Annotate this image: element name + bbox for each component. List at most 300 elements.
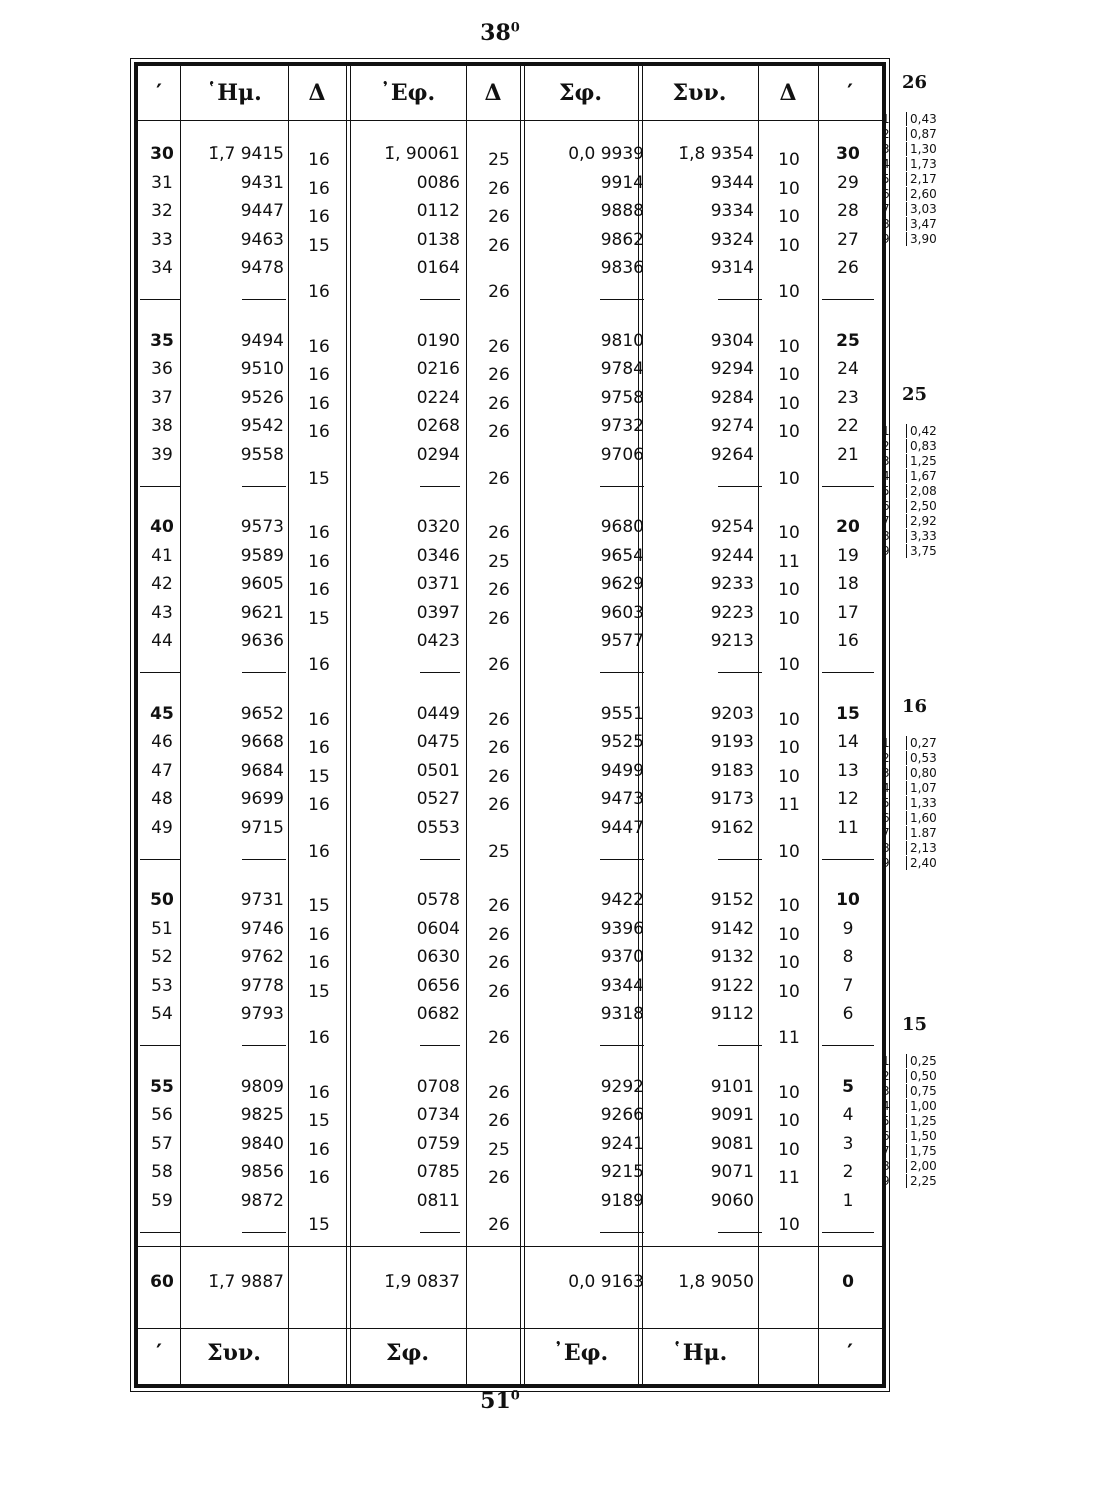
right-minute-cell: 2 <box>842 1162 854 1183</box>
sine-cell: 9746 <box>240 918 284 939</box>
sine-delta: 16 <box>308 282 330 303</box>
proportional-parts-row <box>878 424 958 438</box>
cotangent-cell: 9499 <box>600 760 644 781</box>
right-minute-cell: 22 <box>837 416 859 437</box>
proportional-parts-value: 3,47 <box>906 217 937 231</box>
sine-delta: 16 <box>308 365 330 386</box>
footer-tangent: ᾿Εφ. <box>552 1340 609 1366</box>
cosine-cell: 9264 <box>710 444 754 465</box>
cosine-delta: 10 <box>778 207 800 228</box>
group-separator <box>822 299 874 300</box>
cosine-delta: 10 <box>778 422 800 443</box>
sine-delta: 16 <box>308 709 330 730</box>
cosine-cell: 9193 <box>710 732 754 753</box>
proportional-parts-row <box>878 127 958 141</box>
tangent-delta: 25 <box>488 1139 510 1160</box>
minute-cell: 48 <box>151 789 173 810</box>
cosine-delta: 10 <box>778 1139 800 1160</box>
cotangent-cell: 9654 <box>600 545 644 566</box>
final-row <box>138 1272 882 1300</box>
minute-cell: 56 <box>151 1105 173 1126</box>
cosine-cell: 9122 <box>710 975 754 996</box>
tangent-delta: 26 <box>488 709 510 730</box>
sine-cell: 9825 <box>240 1105 284 1126</box>
group-separator <box>718 1232 762 1233</box>
minute-cell: 60 <box>150 1272 174 1292</box>
right-minute-cell: 12 <box>837 789 859 810</box>
tangent-cell: 0734 <box>416 1105 460 1126</box>
group-separator <box>822 672 874 673</box>
right-minute-cell: 15 <box>836 703 860 724</box>
cosine-cell: 9334 <box>710 201 754 222</box>
trig-table <box>134 62 886 1388</box>
group-separator <box>140 299 180 300</box>
right-minute-cell: 29 <box>837 172 859 193</box>
proportional-parts-index: 5 <box>882 796 890 810</box>
minute-cell: 31 <box>151 172 173 193</box>
proportional-parts-title: 26 <box>902 72 928 93</box>
proportional-parts-row <box>878 1084 958 1098</box>
cosine-delta: 10 <box>778 178 800 199</box>
proportional-parts-index: 3 <box>882 142 890 156</box>
sine-cell: 9872 <box>240 1190 284 1211</box>
group-separator <box>242 859 286 860</box>
sine-delta: 16 <box>308 953 330 974</box>
cosine-cell: 9324 <box>710 229 754 250</box>
tangent-cell: 0475 <box>416 732 460 753</box>
tangent-delta: 25 <box>488 150 510 170</box>
tangent-delta: 26 <box>488 393 510 414</box>
sine-cell: 9542 <box>240 416 284 437</box>
footer-cotangent: Σφ. <box>385 1340 430 1366</box>
group-separator <box>242 1232 286 1233</box>
group-separator <box>822 1045 874 1046</box>
tangent-delta: 26 <box>488 924 510 945</box>
proportional-parts-value: 0,42 <box>906 424 937 438</box>
cosine-cell: 9223 <box>710 602 754 623</box>
cotangent-cell: 9292 <box>600 1076 644 1097</box>
cotangent-cell: 9836 <box>600 258 644 279</box>
group-separator <box>822 486 874 487</box>
footer-sine: ῾Ημ. <box>671 1340 728 1366</box>
cotangent-cell: 9914 <box>600 172 644 193</box>
proportional-parts-index: 2 <box>882 1069 890 1083</box>
right-minute-cell: 21 <box>837 444 859 465</box>
proportional-parts-row <box>878 1069 958 1083</box>
footer-cosine: Συν. <box>207 1340 261 1366</box>
sine-cell: 9463 <box>240 229 284 250</box>
group-separator <box>600 486 644 487</box>
proportional-parts-row <box>878 736 958 750</box>
proportional-parts-index: 9 <box>882 544 890 558</box>
minute-cell: 33 <box>151 229 173 250</box>
proportional-parts-index: 1 <box>882 424 890 438</box>
sine-cell: 9621 <box>240 602 284 623</box>
sine-cell: 9447 <box>240 201 284 222</box>
sine-cell: 9573 <box>240 517 284 537</box>
tangent-cell: 0527 <box>416 789 460 810</box>
tangent-cell: 0138 <box>416 229 460 250</box>
sine-delta: 15 <box>308 468 330 489</box>
tangent-delta: 26 <box>488 655 510 676</box>
right-minute-cell: 6 <box>842 1004 854 1025</box>
sine-cell: 1̄,7 9415 <box>208 144 284 164</box>
sine-cell: 9526 <box>240 387 284 408</box>
cosine-delta: 10 <box>778 766 800 787</box>
sine-delta: 15 <box>308 896 330 916</box>
tangent-delta: 26 <box>488 981 510 1002</box>
header-delta-1: Δ <box>308 80 326 106</box>
tangent-delta: 26 <box>488 422 510 443</box>
proportional-parts-value: 1,00 <box>906 1099 937 1113</box>
proportional-parts-title: 25 <box>902 384 928 405</box>
proportional-parts-index: 1 <box>882 1054 890 1068</box>
tangent-cell: 1̄, 90061 <box>384 144 460 164</box>
minute-cell: 34 <box>151 258 173 279</box>
sine-delta: 15 <box>308 766 330 787</box>
sine-cell: 9856 <box>240 1162 284 1183</box>
group-separator <box>242 672 286 673</box>
tangent-cell: 0785 <box>416 1162 460 1183</box>
minute-cell: 59 <box>151 1190 173 1211</box>
group-separator <box>420 1232 460 1233</box>
sine-cell: 9668 <box>240 732 284 753</box>
tangent-cell: 0423 <box>416 631 460 652</box>
sine-delta: 16 <box>308 1139 330 1160</box>
proportional-parts-index: 2 <box>882 439 890 453</box>
right-minute-cell: 23 <box>837 387 859 408</box>
right-minute-cell: 18 <box>837 574 859 595</box>
tangent-cell: 0604 <box>416 918 460 939</box>
sine-cell: 9478 <box>240 258 284 279</box>
cosine-cell: 9344 <box>710 172 754 193</box>
tangent-delta: 26 <box>488 953 510 974</box>
cosine-cell: 9213 <box>710 631 754 652</box>
group-separator <box>718 672 762 673</box>
tangent-delta: 26 <box>488 178 510 199</box>
cotangent-cell: 9603 <box>600 602 644 623</box>
tangent-cell: 0397 <box>416 602 460 623</box>
footer-minutes: ′ <box>156 1340 162 1366</box>
proportional-parts-index: 5 <box>882 1114 890 1128</box>
proportional-parts-value: 0,50 <box>906 1069 937 1083</box>
sine-delta: 16 <box>308 738 330 759</box>
cotangent-cell: 9422 <box>600 890 644 910</box>
right-minute-cell: 9 <box>842 918 854 939</box>
cosine-cell: 9314 <box>710 258 754 279</box>
cosine-delta: 10 <box>778 841 800 862</box>
tangent-delta: 26 <box>488 766 510 787</box>
cosine-delta: 10 <box>778 1111 800 1132</box>
header-delta-2: Δ <box>484 80 502 106</box>
proportional-parts-value: 2,50 <box>906 499 937 513</box>
cosine-cell: 9233 <box>710 574 754 595</box>
minute-cell: 40 <box>150 517 174 537</box>
proportional-parts-value: 0,27 <box>906 736 937 750</box>
cotangent-cell: 9732 <box>600 416 644 437</box>
sine-cell: 9652 <box>240 703 284 724</box>
tangent-delta: 26 <box>488 468 510 489</box>
right-minute-cell: 5 <box>842 1076 854 1097</box>
minute-cell: 32 <box>151 201 173 222</box>
right-minute-cell: 3 <box>842 1133 854 1154</box>
tangent-delta: 26 <box>488 336 510 357</box>
sine-cell: 9636 <box>240 631 284 652</box>
group-separator <box>420 486 460 487</box>
tangent-cell: 0449 <box>416 703 460 724</box>
cotangent-cell: 9810 <box>600 330 644 351</box>
cosine-delta: 11 <box>778 795 800 816</box>
sine-delta: 15 <box>308 608 330 629</box>
sine-cell: 9809 <box>240 1076 284 1097</box>
group-separator <box>140 1232 180 1233</box>
minute-cell: 30 <box>150 144 174 164</box>
cosine-delta: 10 <box>778 981 800 1002</box>
sine-delta: 16 <box>308 523 330 543</box>
proportional-parts-index: 1 <box>882 736 890 750</box>
cosine-cell: 1,8 9050 <box>678 1272 754 1292</box>
tangent-cell: 0164 <box>416 258 460 279</box>
proportional-parts-index: 6 <box>882 1129 890 1143</box>
right-minute-cell: 25 <box>836 330 860 351</box>
proportional-parts-row <box>878 841 958 855</box>
right-minute-cell: 28 <box>837 201 859 222</box>
footer-rule <box>138 1328 882 1329</box>
proportional-parts-row <box>878 469 958 483</box>
proportional-parts-value: 0,80 <box>906 766 937 780</box>
tangent-cell: 0320 <box>416 517 460 537</box>
tangent-delta: 26 <box>488 795 510 816</box>
sine-delta: 16 <box>308 1168 330 1189</box>
sine-delta: 15 <box>308 981 330 1002</box>
bottom-degree-label: $51^0$ <box>480 1388 520 1414</box>
minute-cell: 35 <box>150 330 174 351</box>
header-sine: ῾Ημ. <box>206 80 262 106</box>
right-minute-cell: 7 <box>842 975 854 996</box>
cosine-delta: 10 <box>778 282 800 303</box>
proportional-parts-value: 2,17 <box>906 172 937 186</box>
proportional-parts-value: 0,25 <box>906 1054 937 1068</box>
proportional-parts-value: 1.87 <box>906 826 937 840</box>
cosine-cell: 9142 <box>710 918 754 939</box>
group-separator <box>140 672 180 673</box>
cosine-delta: 10 <box>778 738 800 759</box>
cosine-cell: 9183 <box>710 760 754 781</box>
cotangent-cell: 0,0 9163 <box>568 1272 644 1292</box>
tangent-cell: 0708 <box>416 1076 460 1097</box>
sine-cell: 9558 <box>240 444 284 465</box>
cosine-cell: 9173 <box>710 789 754 810</box>
cosine-delta: 10 <box>778 953 800 974</box>
proportional-parts-value: 2,08 <box>906 484 937 498</box>
proportional-parts-value: 3,03 <box>906 202 937 216</box>
tangent-delta: 26 <box>488 1111 510 1132</box>
tangent-cell: 0216 <box>416 359 460 380</box>
cotangent-cell: 9344 <box>600 975 644 996</box>
cotangent-cell: 9888 <box>600 201 644 222</box>
proportional-parts-title: 16 <box>902 696 928 717</box>
sine-cell: 9731 <box>240 890 284 910</box>
proportional-parts-value: 0,87 <box>906 127 937 141</box>
tangent-cell: 0682 <box>416 1004 460 1025</box>
right-minute-cell: 26 <box>837 258 859 279</box>
proportional-parts-row <box>878 1129 958 1143</box>
right-minute-cell: 4 <box>842 1105 854 1126</box>
proportional-parts-index: 6 <box>882 811 890 825</box>
sine-delta: 16 <box>308 1082 330 1103</box>
cotangent-cell: 9266 <box>600 1105 644 1126</box>
cosine-delta: 10 <box>778 336 800 357</box>
cotangent-cell: 9706 <box>600 444 644 465</box>
proportional-parts-value: 1,73 <box>906 157 937 171</box>
tangent-delta: 26 <box>488 1214 510 1235</box>
cosine-cell: 9081 <box>710 1133 754 1154</box>
tangent-cell: 0811 <box>416 1190 460 1211</box>
minute-cell: 57 <box>151 1133 173 1154</box>
tangent-delta: 26 <box>488 282 510 303</box>
proportional-parts-row <box>878 529 958 543</box>
tangent-delta: 26 <box>488 580 510 601</box>
proportional-parts-row <box>878 1099 958 1113</box>
tangent-cell: 0630 <box>416 947 460 968</box>
tangent-cell: 0190 <box>416 330 460 351</box>
tangent-delta: 26 <box>488 608 510 629</box>
header-delta-3: Δ <box>779 80 797 106</box>
proportional-parts-row <box>878 157 958 171</box>
tangent-cell: 0086 <box>416 172 460 193</box>
tangent-delta: 26 <box>488 1082 510 1103</box>
cosine-delta: 10 <box>778 608 800 629</box>
proportional-parts-row <box>878 232 958 246</box>
group-separator <box>242 1045 286 1046</box>
cotangent-cell: 9525 <box>600 732 644 753</box>
proportional-parts-index: 8 <box>882 217 890 231</box>
tangent-delta: 26 <box>488 1028 510 1049</box>
minute-cell: 41 <box>151 545 173 566</box>
sine-cell: 9715 <box>240 817 284 838</box>
proportional-parts-row <box>878 1174 958 1188</box>
proportional-parts-value: 1,33 <box>906 796 937 810</box>
proportional-parts-index: 2 <box>882 751 890 765</box>
proportional-parts-row <box>878 454 958 468</box>
cosine-cell: 9060 <box>710 1190 754 1211</box>
tangent-delta: 26 <box>488 1168 510 1189</box>
proportional-parts-row <box>878 1159 958 1173</box>
minute-cell: 49 <box>151 817 173 838</box>
minute-cell: 46 <box>151 732 173 753</box>
cotangent-cell: 0,0 9939 <box>568 144 644 164</box>
sine-cell: 9494 <box>240 330 284 351</box>
proportional-parts-value: 2,40 <box>906 856 937 870</box>
sine-delta: 16 <box>308 795 330 816</box>
cosine-cell: 9203 <box>710 703 754 724</box>
right-minute-cell: 17 <box>837 602 859 623</box>
minute-cell: 50 <box>150 890 174 910</box>
header-right-minutes: ′ <box>847 80 853 106</box>
proportional-parts-value: 0,43 <box>906 112 937 126</box>
proportional-parts-row <box>878 766 958 780</box>
group-separator <box>600 1232 644 1233</box>
proportional-parts-value: 2,92 <box>906 514 937 528</box>
proportional-parts-value: 1,07 <box>906 781 937 795</box>
group-separator <box>420 1045 460 1046</box>
header-tangent: ᾿Εφ. <box>379 80 436 106</box>
group-separator <box>600 672 644 673</box>
minute-cell: 52 <box>151 947 173 968</box>
group-separator <box>140 859 180 860</box>
right-minute-cell: 30 <box>836 144 860 164</box>
proportional-parts-row <box>878 796 958 810</box>
header-cosine: Συν. <box>672 80 727 106</box>
cotangent-cell: 9784 <box>600 359 644 380</box>
right-minute-cell: 19 <box>837 545 859 566</box>
tangent-cell: 0656 <box>416 975 460 996</box>
proportional-parts-row <box>878 217 958 231</box>
minute-cell: 47 <box>151 760 173 781</box>
tangent-cell: 0112 <box>416 201 460 222</box>
cosine-delta: 10 <box>778 393 800 414</box>
minute-cell: 44 <box>151 631 173 652</box>
sine-delta: 16 <box>308 178 330 199</box>
cosine-delta: 10 <box>778 1082 800 1103</box>
tangent-cell: 1̄,9 0837 <box>384 1272 460 1292</box>
minute-cell: 36 <box>151 359 173 380</box>
cosine-delta: 10 <box>778 896 800 916</box>
sine-delta: 16 <box>308 150 330 170</box>
cotangent-cell: 9215 <box>600 1162 644 1183</box>
proportional-parts-index: 9 <box>882 232 890 246</box>
right-minute-cell: 10 <box>836 890 860 910</box>
minute-cell: 55 <box>150 1076 174 1097</box>
cosine-cell: 9071 <box>710 1162 754 1183</box>
cosine-cell: 9294 <box>710 359 754 380</box>
proportional-parts-index: 7 <box>882 1144 890 1158</box>
cosine-delta: 10 <box>778 655 800 676</box>
proportional-parts-index: 8 <box>882 1159 890 1173</box>
sine-cell: 1̄,7 9887 <box>208 1272 284 1292</box>
cotangent-cell: 9577 <box>600 631 644 652</box>
cosine-cell: 9254 <box>710 517 754 537</box>
cosine-delta: 10 <box>778 709 800 730</box>
proportional-parts-index: 6 <box>882 187 890 201</box>
cosine-delta: 11 <box>778 1168 800 1189</box>
sine-cell: 9684 <box>240 760 284 781</box>
sine-cell: 9793 <box>240 1004 284 1025</box>
proportional-parts-row <box>878 499 958 513</box>
proportional-parts-index: 3 <box>882 766 890 780</box>
cosine-delta: 10 <box>778 468 800 489</box>
proportional-parts-row <box>878 544 958 558</box>
final-rule <box>138 1246 882 1247</box>
minute-cell: 45 <box>150 703 174 724</box>
sine-delta: 16 <box>308 655 330 676</box>
proportional-parts-index: 4 <box>882 1099 890 1113</box>
cosine-delta: 11 <box>778 1028 800 1049</box>
proportional-parts-value: 3,75 <box>906 544 937 558</box>
footer-right-minutes: ′ <box>847 1340 853 1366</box>
proportional-parts-value: 1,30 <box>906 142 937 156</box>
proportional-parts-value: 1,25 <box>906 1114 937 1128</box>
tangent-delta: 26 <box>488 738 510 759</box>
right-minute-cell: 27 <box>837 229 859 250</box>
sine-delta: 16 <box>308 551 330 572</box>
tangent-cell: 0501 <box>416 760 460 781</box>
tangent-cell: 0553 <box>416 817 460 838</box>
tangent-cell: 0294 <box>416 444 460 465</box>
cotangent-cell: 9473 <box>600 789 644 810</box>
proportional-parts-value: 1,50 <box>906 1129 937 1143</box>
right-minute-cell: 8 <box>842 947 854 968</box>
